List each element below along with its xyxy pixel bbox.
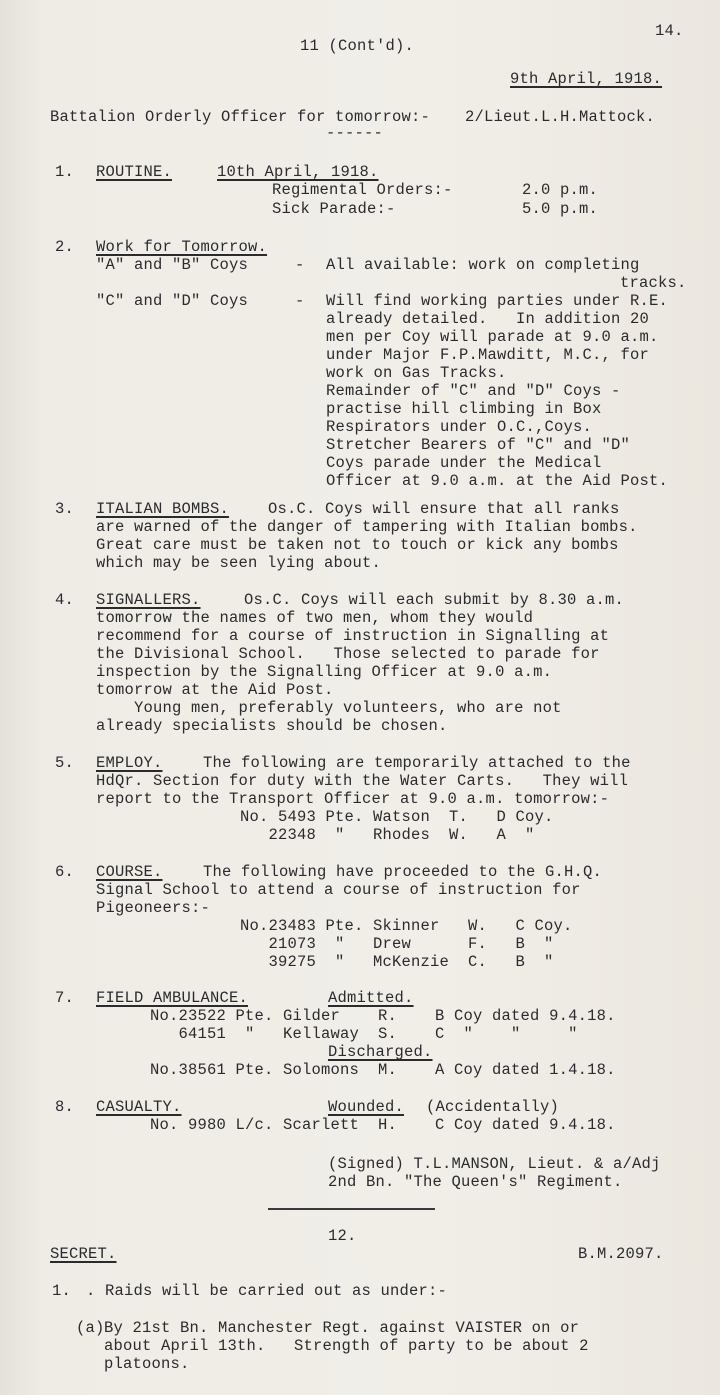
item-number: 5. <box>55 754 75 772</box>
orderly-officer-name: 2/Lieut.L.H.Mattock. <box>465 108 656 126</box>
text-line: Will find working parties under R.E. <box>326 292 669 310</box>
accidentally-note: (Accidentally) <box>426 1098 560 1116</box>
routine-date: 10th April, 1918. <box>217 163 379 181</box>
routine-time: 5.0 p.m. <box>522 200 599 218</box>
text-line: All available: work on completing <box>326 256 640 274</box>
item-title-casualty: CASUALTY. <box>96 1098 182 1116</box>
text-line: are warned of the danger of tampering with Italian bombs. <box>96 518 638 536</box>
signature-unit: 2nd Bn. "The Queen's" Regiment. <box>328 1173 623 1191</box>
personnel-row: 39275 " McKenzie C. B " <box>240 953 554 971</box>
personnel-row: 64151 " Kellaway S. C " " " <box>150 1025 578 1043</box>
item-title-routine: ROUTINE. <box>96 163 173 181</box>
cd-coys-label: "C" and "D" Coys <box>96 292 249 310</box>
text-line: about April 13th. Strength of party to be about 2 <box>104 1337 589 1355</box>
text-line: Officer at 9.0 a.m. at the Aid Post. <box>326 472 669 490</box>
item-number: 4. <box>55 591 75 609</box>
text-line: which may be seen lying about. <box>96 554 382 572</box>
admitted-heading: Admitted. <box>328 989 414 1007</box>
text-line: under Major F.P.Mawditt, M.C., for <box>326 346 650 364</box>
item-number: 1. <box>52 1282 72 1300</box>
item-number: 8. <box>55 1098 75 1116</box>
personnel-row: No. 5493 Pte. Watson T. D Coy. <box>240 808 554 826</box>
personnel-row: 21073 " Drew F. B " <box>240 935 554 953</box>
text-line: Signal School to attend a course of instruction for <box>96 881 581 899</box>
text-line: Os.C. Coys will each submit by 8.30 a.m. <box>244 591 625 609</box>
order-date: 9th April, 1918. <box>510 70 663 88</box>
item-title-work: Work for Tomorrow. <box>96 238 268 256</box>
text-line: By 21st Bn. Manchester Regt. against VAISTER on or <box>104 1319 580 1337</box>
text-line: The following have proceeded to the G.H.Q. <box>203 863 603 881</box>
secret-label: SECRET. <box>50 1245 117 1263</box>
personnel-row: No. 9980 L/c. Scarlett H. C Coy dated 9.4.18. <box>150 1116 616 1134</box>
item-number: 3. <box>55 500 75 518</box>
text-line: already specialists should be chosen. <box>96 717 448 735</box>
item-number: 7. <box>55 989 75 1007</box>
item-title-field-ambulance: FIELD AMBULANCE. <box>96 989 249 1007</box>
text-line: tomorrow at the Aid Post. <box>96 681 334 699</box>
text-line: Great care must be taken not to touch or kick any bombs <box>96 536 619 554</box>
text-line: HdQr. Section for duty with the Water Carts. They will <box>96 772 629 790</box>
text-line: work on Gas Tracks. <box>326 364 507 382</box>
item-title-employ: EMPLOY. <box>96 754 163 772</box>
text-line: platoons. <box>104 1355 190 1373</box>
text-line: Coys parade under the Medical <box>326 454 602 472</box>
text-line: Remainder of "C" and "D" Coys - <box>326 382 621 400</box>
text-line: report to the Transport Officer at 9.0 a.m. tomorrow:- <box>96 790 610 808</box>
item-number: 1. <box>55 163 75 181</box>
discharged-heading: Discharged. <box>328 1043 433 1061</box>
divider: ------ <box>326 124 384 142</box>
reference-number: B.M.2097. <box>578 1245 664 1263</box>
text-line: Pigeoneers:- <box>96 899 211 917</box>
item-number: 2. <box>55 238 75 256</box>
dash: - <box>295 292 305 310</box>
section-heading: 11 (Cont'd). <box>300 37 415 55</box>
item-title-italian-bombs: ITALIAN BOMBS. <box>96 500 230 518</box>
personnel-row: No.23483 Pte. Skinner W. C Coy. <box>240 917 573 935</box>
text-line: Os.C. Coys will ensure that all ranks <box>268 500 620 518</box>
personnel-row: No.38561 Pte. Solomons M. A Coy dated 1.4.18. <box>150 1061 616 1079</box>
text-line: men per Coy will parade at 9.0 a.m. <box>326 328 659 346</box>
text-line: . Raids will be carried out as under:- <box>86 1282 448 1300</box>
text-line: practise hill climbing in Box <box>326 400 602 418</box>
ab-coys-label: "A" and "B" Coys <box>96 256 249 274</box>
routine-time: 2.0 p.m. <box>522 181 599 199</box>
text-line: Stretcher Bearers of "C" and "D" <box>326 436 631 454</box>
personnel-row: 22348 " Rhodes W. A " <box>240 826 535 844</box>
text-line: Respirators under O.C.,Coys. <box>326 418 593 436</box>
text-line: The following are temporarily attached to the <box>203 754 631 772</box>
page-number: 14. <box>655 22 684 40</box>
order-number: 12. <box>328 1227 357 1245</box>
wounded-heading: Wounded. <box>328 1098 405 1116</box>
text-line: tracks. <box>620 274 687 292</box>
text-line: tomorrow the names of two men, whom they would <box>96 609 534 627</box>
signature-line: (Signed) T.L.MANSON, Lieut. & a/Adj <box>328 1155 661 1173</box>
section-divider <box>268 1208 435 1210</box>
text-line: recommend for a course of instruction in Signalling at <box>96 627 610 645</box>
personnel-row: No.23522 Pte. Gilder R. B Coy dated 9.4.18. <box>150 1007 616 1025</box>
dash: - <box>295 256 305 274</box>
orderly-officer-label: Battalion Orderly Officer for tomorrow:- <box>50 108 431 126</box>
item-title-signallers: SIGNALLERS. <box>96 591 201 609</box>
item-title-course: COURSE. <box>96 863 163 881</box>
text-line: Young men, preferably volunteers, who are not <box>96 699 562 717</box>
routine-label: Regimental Orders:- <box>272 181 453 199</box>
text-line: already detailed. In addition 20 <box>326 310 650 328</box>
item-number: 6. <box>55 863 75 881</box>
text-line: inspection by the Signalling Officer at 9.0 a.m. <box>96 663 553 681</box>
sub-item-label: (a) <box>76 1319 105 1337</box>
routine-label: Sick Parade:- <box>272 200 396 218</box>
text-line: the Divisional School. Those selected to parade for <box>96 645 600 663</box>
